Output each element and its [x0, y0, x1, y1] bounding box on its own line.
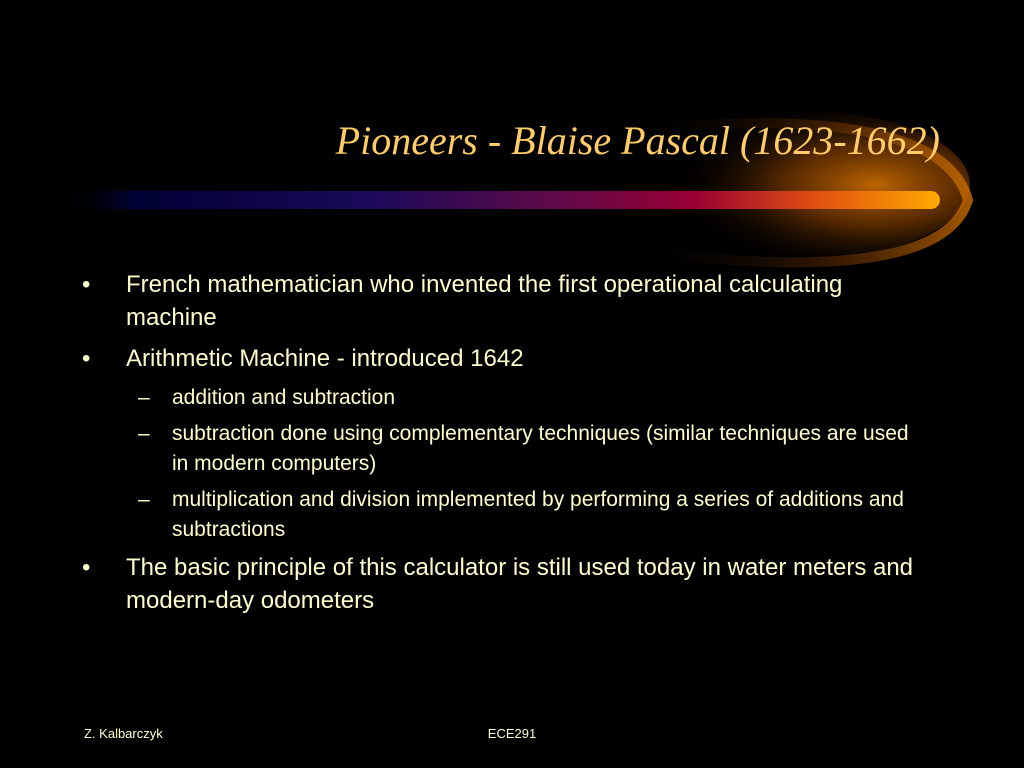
bullet-text: The basic principle of this calculator is still used today in water meters and modern-day odometers: [126, 554, 914, 614]
bullet-marker: •: [82, 554, 91, 581]
bullet-marker: •: [82, 271, 91, 298]
sub-bullet-text: subtraction done using complementary techniques (similar techniques are used in modern computers): [172, 422, 909, 475]
bullet-item: [82, 551, 922, 617]
bullet-item: [82, 268, 922, 334]
sub-bullet-text: multiplication and division implemented by performing a series of additions and subtractions: [172, 488, 904, 541]
sub-bullet-marker: –: [138, 386, 150, 409]
slide-title: Pioneers - Blaise Pascal (1623-1662): [335, 118, 940, 163]
sub-bullet-item: [138, 419, 922, 479]
comet-stripe: [60, 191, 940, 209]
sub-bullet-text: addition and subtraction: [172, 386, 395, 409]
sub-bullet-marker: –: [138, 422, 150, 445]
bullet-text: Arithmetic Machine - introduced 1642: [126, 345, 524, 372]
bullet-marker: •: [82, 345, 91, 372]
bullet-text: French mathematician who invented the first operational calculating machine: [126, 271, 843, 331]
sub-bullet-marker: –: [138, 488, 150, 511]
slide-body: [82, 268, 922, 625]
footer-course: ECE291: [487, 726, 537, 741]
bullet-item: [82, 342, 922, 375]
sub-bullet-item: [138, 383, 922, 413]
footer-author: Z. Kalbarczyk: [84, 726, 163, 741]
sub-bullet-item: [138, 485, 922, 545]
